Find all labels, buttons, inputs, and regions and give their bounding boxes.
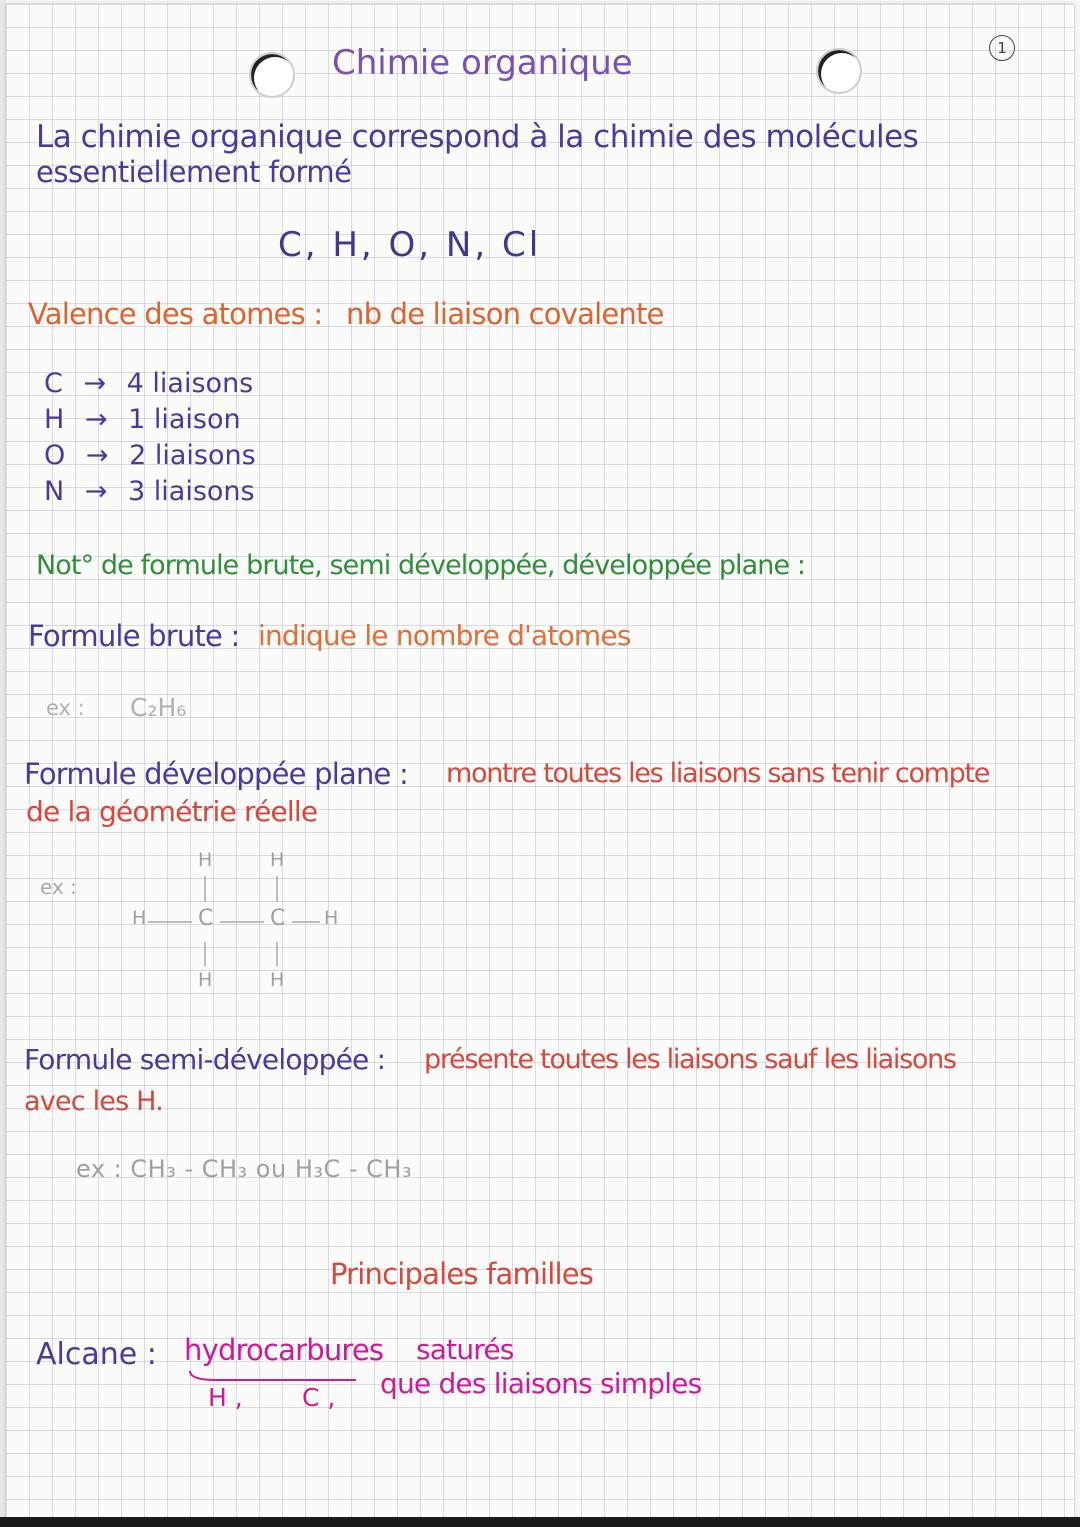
elements-list: C, H, O, N, Cl bbox=[278, 225, 542, 265]
valence-item-o bbox=[44, 440, 256, 471]
intro-line-2: essentiellement formé bbox=[36, 155, 352, 189]
atom-h-bottom-2: H bbox=[270, 969, 285, 991]
arrow-icon: → bbox=[85, 440, 109, 471]
intro-line-1: La chimie organique correspond à la chimie des molécules bbox=[36, 119, 919, 155]
valence-heading: Valence des atomes : bbox=[28, 297, 323, 331]
valence-count: 4 liaisons bbox=[126, 368, 254, 399]
atom-h-bottom-1: H bbox=[198, 969, 213, 991]
formule-brute-label: Formule brute : bbox=[28, 619, 240, 653]
atom-h-top-1: H bbox=[198, 849, 213, 871]
valence-item-n bbox=[44, 476, 255, 507]
formule-semi-example: ex : CH₃ - CH₃ ou H₃C - CH₃ bbox=[76, 1155, 413, 1183]
formule-brute-example: C₂H₆ bbox=[130, 693, 187, 722]
arrow-icon: → bbox=[83, 368, 107, 399]
atom-c-2: C bbox=[270, 906, 286, 931]
formule-plane-definition-2: de la géométrie réelle bbox=[26, 795, 318, 828]
atom-h-top-2: H bbox=[270, 849, 285, 871]
punch-hole-left bbox=[249, 52, 295, 98]
ethane-structure bbox=[126, 846, 366, 996]
punch-hole-right bbox=[816, 48, 862, 94]
formule-semi-label: Formule semi-développée : bbox=[24, 1043, 386, 1076]
arrow-icon: → bbox=[84, 404, 108, 435]
ethane-bonds bbox=[126, 846, 366, 996]
formule-plane-example-prefix: ex : bbox=[40, 875, 77, 899]
valence-atom: N bbox=[44, 476, 65, 507]
valence-definition: nb de liaison covalente bbox=[346, 297, 664, 331]
notebook-page bbox=[6, 4, 1074, 1519]
formule-brute-definition: indique le nombre d'atomes bbox=[258, 619, 631, 652]
valence-item-c bbox=[44, 368, 253, 399]
page-bottom-edge bbox=[0, 1517, 1080, 1527]
familles-heading: Principales familles bbox=[330, 1257, 594, 1291]
alcane-sub-h: H , bbox=[208, 1383, 243, 1412]
formule-plane-definition-1: montre toutes les liaisons sans tenir compte bbox=[446, 758, 990, 789]
atom-h-right: H bbox=[324, 907, 339, 929]
valence-count: 1 liaison bbox=[128, 404, 241, 435]
notation-heading: Not° de formule brute, semi développée, développée plane : bbox=[36, 550, 806, 581]
valence-atom: H bbox=[44, 404, 65, 435]
alcane-sub-c: C , bbox=[302, 1383, 336, 1412]
valence-atom: C bbox=[44, 368, 63, 399]
atom-h-left: H bbox=[132, 907, 147, 929]
alcane-label: Alcane : bbox=[36, 1337, 157, 1372]
valence-count: 2 liaisons bbox=[129, 440, 256, 471]
atom-c-1: C bbox=[198, 906, 214, 931]
alcane-term-satures: saturés bbox=[416, 1333, 514, 1366]
alcane-term-hydrocarbures: hydrocarbures bbox=[184, 1333, 384, 1367]
valence-atom: O bbox=[44, 440, 66, 471]
page-number: 1 bbox=[989, 35, 1015, 61]
arrow-icon: → bbox=[84, 476, 108, 507]
formule-semi-definition-1: présente toutes les liaisons sauf les liaisons bbox=[424, 1044, 956, 1075]
formule-brute-example-prefix: ex : bbox=[46, 696, 85, 720]
valence-count: 3 liaisons bbox=[128, 476, 255, 507]
page-title: Chimie organique bbox=[332, 43, 633, 83]
alcane-definition: que des liaisons simples bbox=[380, 1367, 702, 1400]
formule-plane-label: Formule développée plane : bbox=[24, 757, 408, 791]
formule-semi-definition-2: avec les H. bbox=[24, 1086, 163, 1117]
valence-item-h bbox=[44, 404, 241, 435]
